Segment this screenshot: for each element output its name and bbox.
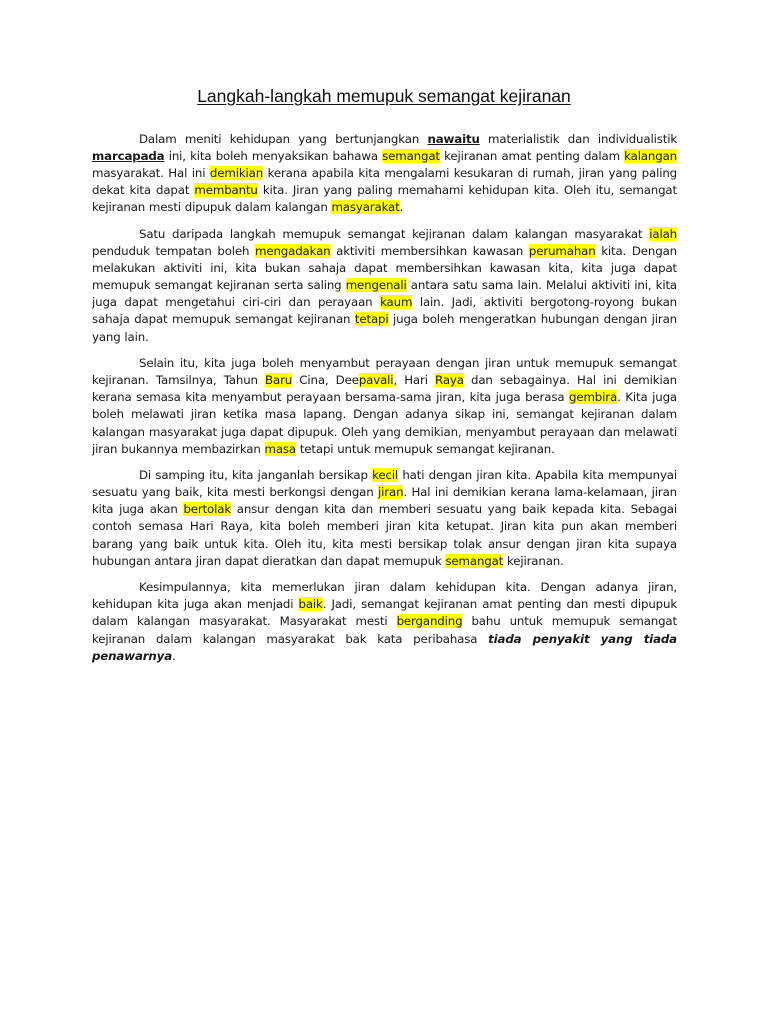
highlighted-word: masyarakat [331, 200, 400, 215]
highlighted-word: bertolak [183, 502, 232, 517]
highlighted-word: mengadakan [255, 244, 331, 259]
text-run: ansur dengan kita dan memberi sesuatu yang baik kepada kita. Sebagai contoh semasa Hari Raya, kita boleh memberi jiran kita ketupat. Jiran kita pun akan memberi barang yang baik untuk kita. Oleh itu, kita mesti bersikap tolak ansur dengan jiran kita supaya hubungan antara jiran dapat dieratkan dan dapat memupuk [92, 502, 677, 568]
text-run: bahu untuk memupuk semangat kejiranan dalam kalangan masyarakat bak kata peribahasa [92, 614, 677, 646]
text-run: ini, kita boleh menyaksikan bahawa [164, 149, 383, 164]
paragraph-4 [92, 467, 677, 570]
text-run: aktiviti membersihkan kawasan [330, 244, 529, 259]
text-run: dan sebagainya. Hal ini demikian kerana semasa kita menyambut perayaan bersama-sama jiran, kita juga berasa [92, 373, 677, 405]
text-run: penduduk tempatan boleh [92, 244, 255, 259]
text-run: Dalam meniti kehidupan yang bertunjangkan [139, 132, 428, 146]
highlighted-word: tetapi [354, 312, 389, 327]
highlighted-word: mengenali [345, 278, 407, 293]
text-run: kita. Dengan melakukan aktiviti ini, kita bukan sahaja dapat membersihkan kawasan kita, kita juga dapat memupuk semangat kejiranan serta saling [92, 244, 677, 293]
bold-underlined-word: nawaitu [427, 132, 480, 146]
text-run: kita. Jiran yang paling memahami kehidupan kita. Oleh itu, semangat kejiranan mesti dipupuk dalam kalangan [92, 183, 677, 215]
highlighted-word: Raya [435, 373, 464, 388]
text-run: masyarakat. Hal ini [92, 166, 210, 181]
text-run: , Hari [393, 373, 436, 388]
text-run: . Jadi, semangat kejiranan amat penting dan mesti dipupuk dalam kalangan masyarakat. Masyarakat mesti [92, 597, 678, 629]
text-run: Cina, Dee [292, 373, 359, 388]
text-run: materialistik dan individualistik [479, 132, 678, 146]
highlighted-word: jiran [378, 485, 404, 500]
essay-title: Langkah-langkah memupuk semangat kejiranan [197, 86, 571, 106]
highlighted-word: ialah [649, 226, 677, 241]
highlighted-word: pavali [358, 373, 394, 388]
text-run: . Kita juga boleh melawati jiran ketika masa lapang. Dengan adanya sikap ini, semangat kejiranan dalam kalangan masyarakat juga dapat dipupuk. Oleh yang demikian, menyambut perayaan dan melawati jiran bukannya membazirkan [92, 390, 678, 456]
highlighted-word: gembira [569, 390, 618, 405]
bold-underlined-word: marcapada [92, 149, 165, 164]
text-run: . [172, 648, 176, 663]
essay-body [92, 131, 677, 674]
paragraph-2 [92, 226, 677, 346]
text-run: lain. Jadi, aktiviti bergotong-royong bukan sahaja dapat memupuk semangat kejiranan [92, 295, 678, 327]
text-run: hati dengan jiran kita. Apabila kita mempunyai sesuatu yang baik, kita mesti berkongsi dengan [92, 468, 677, 500]
text-run: antara satu sama lain. Melalui aktiviti ini, kita juga dapat mengetahui ciri-ciri dan perayaan [92, 278, 677, 310]
paragraph-3 [92, 355, 677, 458]
highlighted-word: membantu [194, 183, 258, 198]
paragraph-5 [92, 579, 677, 664]
text-run: kerana apabila kita mengalami kesukaran di rumah, jiran yang paling dekat kita dapat [92, 166, 677, 198]
highlighted-word: kecil [372, 468, 399, 483]
highlighted-word: kaum [380, 295, 413, 310]
highlighted-word: masa [264, 441, 297, 456]
bold-italic-phrase: tiada penyakit yang tiada penawarnya [92, 631, 677, 663]
highlighted-word: kalangan [624, 149, 677, 164]
highlighted-word: perumahan [528, 244, 596, 259]
text-run: juga boleh mengeratkan hubungan dengan jiran yang lain. [92, 312, 678, 344]
highlighted-word: berganding [396, 614, 463, 629]
highlighted-word: semangat [382, 149, 440, 164]
highlighted-word: demikian [209, 166, 264, 181]
text-run: kejiranan amat penting dalam [439, 149, 625, 164]
paragraph-1 [92, 131, 677, 216]
highlighted-word: Baru [265, 373, 293, 388]
highlighted-word: baik [298, 597, 323, 612]
highlighted-word: semangat [445, 553, 504, 568]
text-run: kejiranan. [503, 553, 564, 568]
text-run: . [399, 200, 404, 215]
text-run: Kesimpulannya, kita memerlukan jiran dalam kehidupan kita. Dengan adanya jiran, kehidupan kita juga akan menjadi [92, 580, 677, 612]
text-run: Di samping itu, kita janganlah bersikap [139, 468, 373, 483]
text-run: . Hal ini demikian kerana lama-kelamaan, jiran kita juga akan [92, 485, 677, 517]
text-run: Selain itu, kita juga boleh menyambut perayaan dengan jiran untuk memupuk semangat kejiranan. Tamsilnya, Tahun [92, 356, 677, 388]
text-run: Satu daripada langkah memupuk semangat kejiranan dalam kalangan masyarakat [139, 226, 650, 241]
text-run: tetapi untuk memupuk semangat kejiranan. [296, 441, 555, 456]
